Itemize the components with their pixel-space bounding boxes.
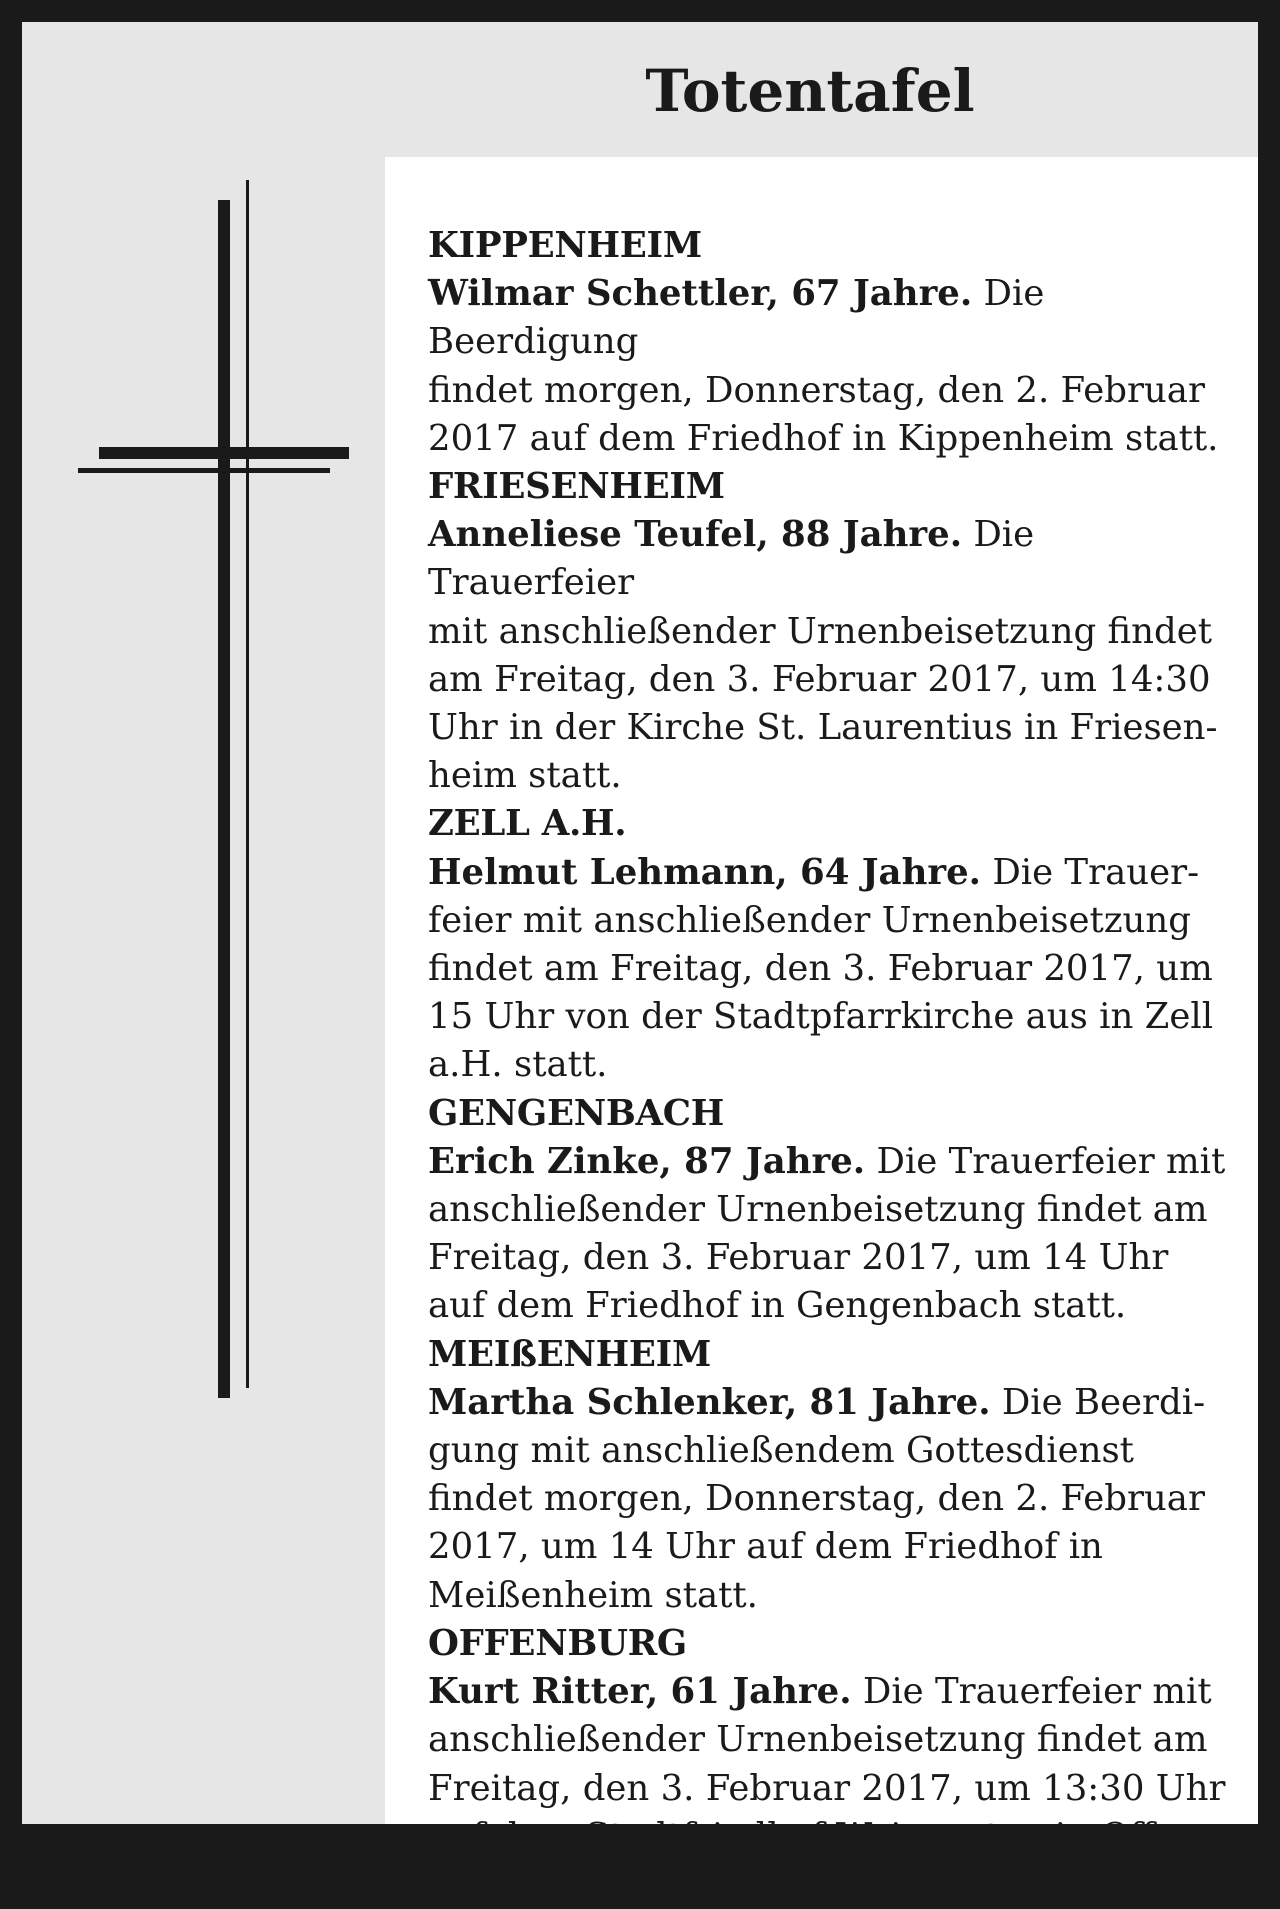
entry-text: Die Trauerfeier mit anschließender Urnenbeisetzung findet am Freitag, den 3. Februar 2017, um 14 Uhr auf dem Friedhof in Gengenbach statt. xyxy=(428,1140,1226,1327)
entry-text: Die Beerdigung findet morgen, Donnerstag, den 2. Februar 2017 auf dem Friedhof in Kippenheim statt. xyxy=(428,273,1219,459)
cross-horizontal-thin xyxy=(78,468,330,473)
entry-text: Die Trauerfeier mit anschließender Urnenbeisetzung findet am Freitag, den 3. Februar 2017, um 14:30 Uhr in der Kirche St. Laurentius in Friesen- heim statt. xyxy=(428,514,1218,797)
obituary-entry xyxy=(428,1090,1228,1331)
entry-name: Martha Schlenker, 81 Jahre. xyxy=(428,1381,991,1423)
obituary-frame xyxy=(22,22,1258,1905)
cross-icon xyxy=(52,157,372,1407)
page-title: Totentafel xyxy=(645,57,975,125)
entry-place: ZELL A.H. xyxy=(428,803,627,845)
entry-name: Wilmar Schettler, 67 Jahre. xyxy=(428,273,973,315)
obituary-panel xyxy=(385,157,1258,1905)
obituary-entry xyxy=(428,1620,1228,1909)
entry-text: Die Trauerfeier mit anschließender Urnenbeisetzung findet am Freitag, den 3. Februar 2017, um 13:30 Uhr auf dem Stadtfriedhof Weingarten in Offen- burg statt. xyxy=(428,1671,1226,1905)
entry-name: Anneliese Teufel, 88 Jahre. xyxy=(428,514,963,556)
obituary-list xyxy=(428,222,1228,1909)
entry-text: Die Beerdi- gung mit anschließendem Gottesdienst findet morgen, Donnerstag, den 2. Februar 2017, um 14 Uhr auf dem Friedhof in Meißenheim statt. xyxy=(428,1381,1206,1616)
obituary-entry xyxy=(428,463,1228,800)
cross-horizontal-thick xyxy=(99,447,349,459)
obituary-entry xyxy=(428,800,1228,1089)
cross-vertical-thick xyxy=(218,200,230,1398)
entry-place: OFFENBURG xyxy=(428,1622,687,1664)
entry-name: Kurt Ritter, 61 Jahre. xyxy=(428,1671,852,1713)
entry-name: Erich Zinke, 87 Jahre. xyxy=(428,1140,866,1182)
entry-name: Helmut Lehmann, 64 Jahre. xyxy=(428,851,982,893)
obituary-entry xyxy=(428,1331,1228,1620)
cross-vertical-thin xyxy=(246,180,249,1388)
entry-text: Die Trauer- feier mit anschließender Urnenbeisetzung findet am Freitag, den 3. Februar 2017, um 15 Uhr von der Stadtpfarrkirche aus in Zell a.H. statt. xyxy=(428,851,1214,1086)
obituary-entry xyxy=(428,222,1228,463)
entry-place: FRIESENHEIM xyxy=(428,466,725,508)
entry-place: KIPPENHEIM xyxy=(428,225,702,266)
entry-place: MEIßENHEIM xyxy=(428,1333,711,1375)
entry-place: GENGENBACH xyxy=(428,1092,724,1134)
